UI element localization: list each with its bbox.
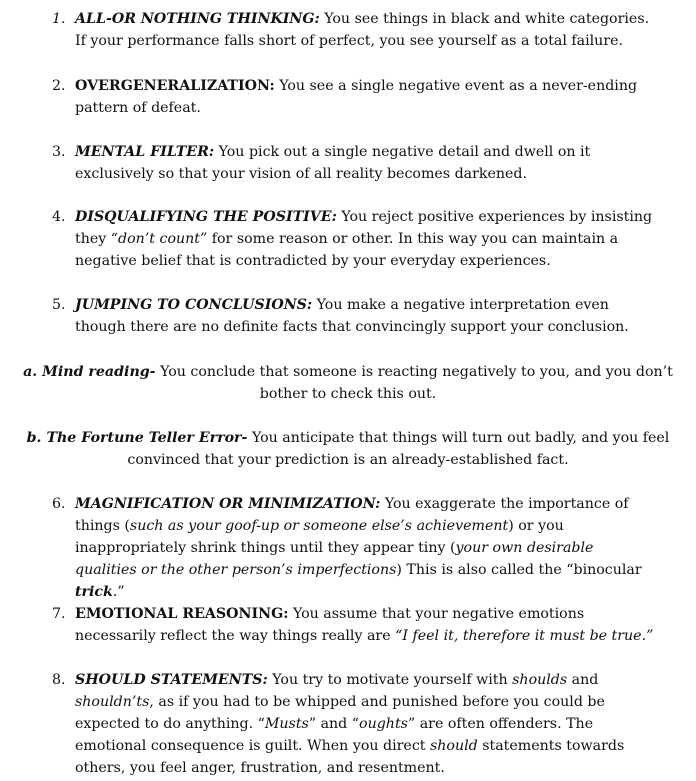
item-description: You see things in black and white categories. If your performance falls short of perfect, you see yourself as a total failure. [75,11,650,49]
item-text [75,141,656,185]
item-emphasis: shouldn’ts [75,694,150,710]
item-text [75,669,656,779]
sub-item-label: b. The Fortune Teller Error- [26,430,248,446]
item-number: 3. [52,144,66,160]
item-description: You pick out a single negative detail and dwell on it exclusively so that your vision of all reality becomes darkened. [75,144,591,182]
item-term: ALL-OR NOTHING THINKING: [75,11,320,27]
item-description: You assume that your negative emotions necessarily reflect the way things really are [75,606,585,644]
item-description-cont: ) or you inappropriately shrink things until they appear tiny ( [75,518,564,556]
item-number: 1. [52,11,66,27]
item-term: DISQUALIFYING THE POSITIVE: [75,209,337,225]
item-emphasis: should [430,738,478,754]
item-number: 7. [52,606,66,622]
item-emphasis: shoulds [512,672,568,688]
item-number: 4. [52,209,66,225]
item-description-cont: for some reason or other. In this way you can maintain a negative belief that is contradicted by your everyday experiences. [75,231,619,269]
item-text [75,206,656,272]
item-text [75,8,656,52]
item-description-cont: and [567,672,599,688]
item-term: JUMPING TO CONCLUSIONS: [75,297,313,313]
item-term: SHOULD STATEMENTS: [75,672,268,688]
item-description-cont: ) This is also called the “binocular [396,562,642,578]
item-example: such as your goof-up or someone else’s achievement [129,518,509,534]
item-term: MENTAL FILTER: [75,144,215,160]
item-description-cont: ” and “ [308,716,360,732]
sub-item-text [20,361,676,405]
item-text [75,294,656,338]
item-emphasis: trick [75,584,113,600]
item-term: EMOTIONAL REASONING: [75,606,289,622]
item-number: 2. [52,78,66,94]
item-text [75,493,656,603]
item-number: 6. [52,496,66,512]
sub-item-description: You anticipate that things will turn out badly, and you feel convinced that your prediction is an already-established fact. [127,430,670,468]
item-description-end: .” [112,584,125,600]
item-number: 8. [52,672,66,688]
item-text [75,75,656,119]
item-term: OVERGENERALIZATION: [75,78,275,94]
item-example: your own desirable qualities or the other person’s imperfections [75,540,594,578]
item-text [75,603,656,647]
item-description: You make a negative interpretation even though there are no definite facts that convincingly support your conclusion. [75,297,629,335]
item-description-cont: , as if you had to be whipped and punished before you could be expected to do anything. “ [75,694,605,732]
item-term: MAGNIFICATION OR MINIMIZATION: [75,496,381,512]
item-emphasis: oughts [359,716,408,732]
item-description: You see a single negative event as a never-ending pattern of defeat. [75,78,638,116]
item-description-cont: ” are often offenders. The emotional consequence is guilt. When you direct [75,716,594,754]
item-description-end: statements towards others, you feel anger, frustration, and resentment. [75,738,625,776]
sub-item-label: a. Mind reading- [23,364,156,380]
item-description: You reject positive experiences by insisting they [75,209,653,247]
item-description: You exaggerate the importance of things ( [75,496,629,534]
sub-item-description: You conclude that someone is reacting negatively to you, and you don’t bother to check this out. [155,364,673,402]
item-description: You try to motivate yourself with [267,672,513,688]
item-quote: “I feel it, therefore it must be true.” [395,628,654,644]
item-number: 5. [52,297,66,313]
sub-item-text [20,427,676,471]
item-quote: “don’t count” [110,231,208,247]
item-emphasis: Musts [264,716,309,732]
